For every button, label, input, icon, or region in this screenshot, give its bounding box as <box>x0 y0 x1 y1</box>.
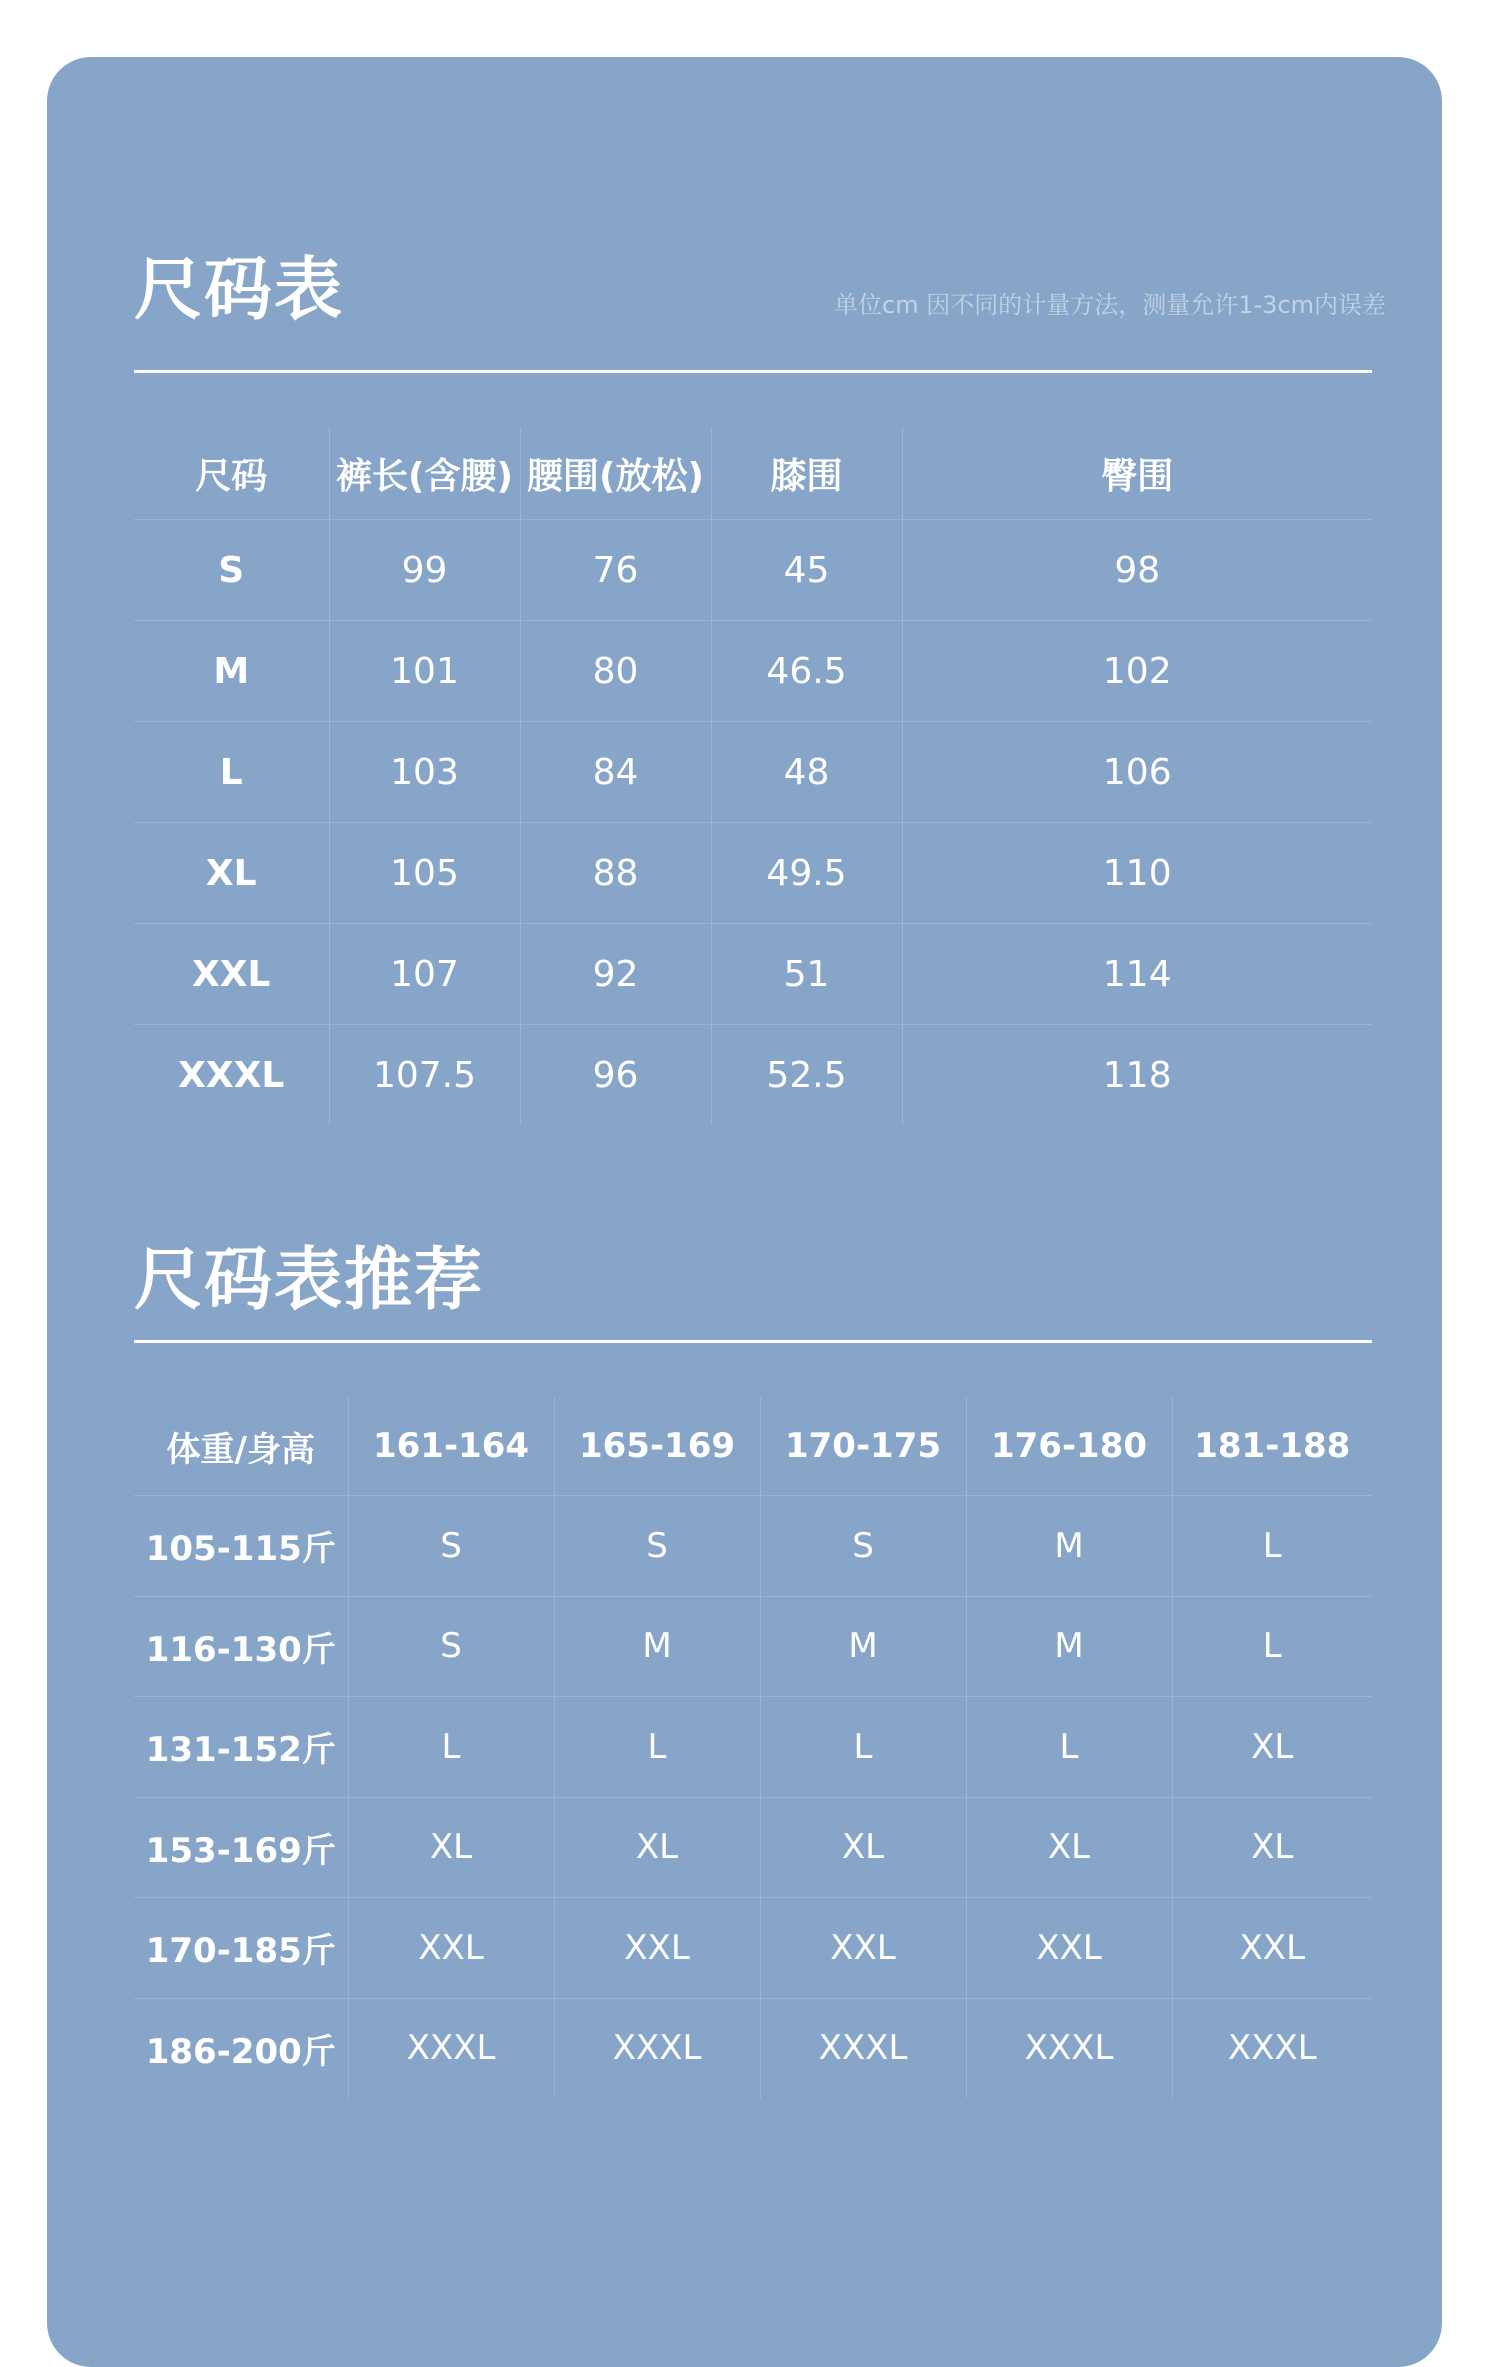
size-cell: XXXL <box>554 1998 760 2098</box>
table-row <box>134 924 1372 1025</box>
size-cell: S <box>348 1596 554 1697</box>
value-cell: 52.5 <box>711 1025 902 1126</box>
size-cell: XL <box>1172 1697 1372 1798</box>
header-height-range: 176-180 <box>966 1397 1172 1496</box>
size-cell: L <box>760 1697 966 1798</box>
recommendation-table <box>134 1397 1372 2098</box>
size-cell: S <box>348 1496 554 1597</box>
value-cell: 96 <box>520 1025 711 1126</box>
header-knee: 膝围 <box>711 427 902 520</box>
table-row <box>134 1596 1372 1697</box>
table-row <box>134 1697 1372 1798</box>
value-cell: 84 <box>520 722 711 823</box>
table-row <box>134 823 1372 924</box>
weight-cell: 116-130斤 <box>134 1596 348 1697</box>
size-cell: L <box>348 1697 554 1798</box>
value-cell: 107.5 <box>329 1025 520 1126</box>
value-cell: 45 <box>711 520 902 621</box>
size-cell: XL <box>134 823 329 924</box>
size-cell: L <box>966 1697 1172 1798</box>
weight-cell: 105-115斤 <box>134 1496 348 1597</box>
size-cell: L <box>1172 1496 1372 1597</box>
size-cell: XXL <box>554 1898 760 1999</box>
header-size: 尺码 <box>195 455 268 497</box>
size-cell: XXL <box>134 924 329 1025</box>
size-cell: XXXL <box>760 1998 966 2098</box>
size-cell: XL <box>966 1797 1172 1898</box>
size-cell: XXXL <box>966 1998 1172 2098</box>
value-cell: 76 <box>520 520 711 621</box>
size-cell: L <box>1172 1596 1372 1697</box>
header-pants-length: 裤长(含腰) <box>329 427 520 520</box>
size-cell: XXL <box>348 1898 554 1999</box>
weight-cell: 186-200斤 <box>134 1998 348 2098</box>
weight-cell: 153-169斤 <box>134 1797 348 1898</box>
measurement-note: 单位cm 因不同的计量方法，测量允许1-3cm内误差 <box>834 291 1386 319</box>
size-card <box>47 57 1442 2367</box>
value-cell: 98 <box>902 520 1372 621</box>
size-cell: S <box>134 520 329 621</box>
size-cell: S <box>554 1496 760 1597</box>
table-row <box>134 1496 1372 1597</box>
table-row <box>134 1998 1372 2098</box>
table-row <box>134 1025 1372 1126</box>
size-chart-table <box>134 427 1372 1125</box>
size-cell: M <box>966 1596 1172 1697</box>
header-height-range: 170-175 <box>760 1397 966 1496</box>
size-cell: XXXL <box>134 1025 329 1126</box>
size-cell: XL <box>348 1797 554 1898</box>
size-chart-title: 尺码表 <box>134 251 345 330</box>
size-cell: XXL <box>1172 1898 1372 1999</box>
size-cell: XXXL <box>1172 1998 1372 2098</box>
title-divider <box>134 1340 1372 1343</box>
size-cell: XL <box>1172 1797 1372 1898</box>
header-weight-height: 体重/身高 <box>166 1429 315 1470</box>
size-cell: XL <box>554 1797 760 1898</box>
value-cell: 80 <box>520 621 711 722</box>
header-hip: 臀围 <box>902 427 1372 520</box>
table-row <box>134 621 1372 722</box>
value-cell: 88 <box>520 823 711 924</box>
table-header-row <box>134 1397 1372 1496</box>
value-cell: 110 <box>902 823 1372 924</box>
size-cell: XXL <box>966 1898 1172 1999</box>
weight-cell: 170-185斤 <box>134 1898 348 1999</box>
size-cell: M <box>966 1496 1172 1597</box>
table-row <box>134 1797 1372 1898</box>
value-cell: 49.5 <box>711 823 902 924</box>
size-cell: L <box>134 722 329 823</box>
header-height-range: 181-188 <box>1172 1397 1372 1496</box>
size-cell: XL <box>760 1797 966 1898</box>
title-divider <box>134 370 1372 373</box>
size-cell: M <box>760 1596 966 1697</box>
value-cell: 105 <box>329 823 520 924</box>
size-cell: XXXL <box>348 1998 554 2098</box>
value-cell: 102 <box>902 621 1372 722</box>
value-cell: 48 <box>711 722 902 823</box>
value-cell: 92 <box>520 924 711 1025</box>
value-cell: 107 <box>329 924 520 1025</box>
value-cell: 99 <box>329 520 520 621</box>
size-cell: XXL <box>760 1898 966 1999</box>
table-header-row <box>134 427 1372 520</box>
header-waist: 腰围(放松) <box>520 427 711 520</box>
size-cell: L <box>554 1697 760 1798</box>
value-cell: 106 <box>902 722 1372 823</box>
table-row <box>134 722 1372 823</box>
header-height-range: 165-169 <box>554 1397 760 1496</box>
value-cell: 114 <box>902 924 1372 1025</box>
weight-cell: 131-152斤 <box>134 1697 348 1798</box>
header-height-range: 161-164 <box>348 1397 554 1496</box>
value-cell: 101 <box>329 621 520 722</box>
table-row <box>134 520 1372 621</box>
size-cell: M <box>134 621 329 722</box>
value-cell: 103 <box>329 722 520 823</box>
size-cell: S <box>760 1496 966 1597</box>
size-cell: M <box>554 1596 760 1697</box>
table-row <box>134 1898 1372 1999</box>
value-cell: 51 <box>711 924 902 1025</box>
value-cell: 118 <box>902 1025 1372 1126</box>
recommendation-title: 尺码表推荐 <box>134 1241 485 1320</box>
value-cell: 46.5 <box>711 621 902 722</box>
